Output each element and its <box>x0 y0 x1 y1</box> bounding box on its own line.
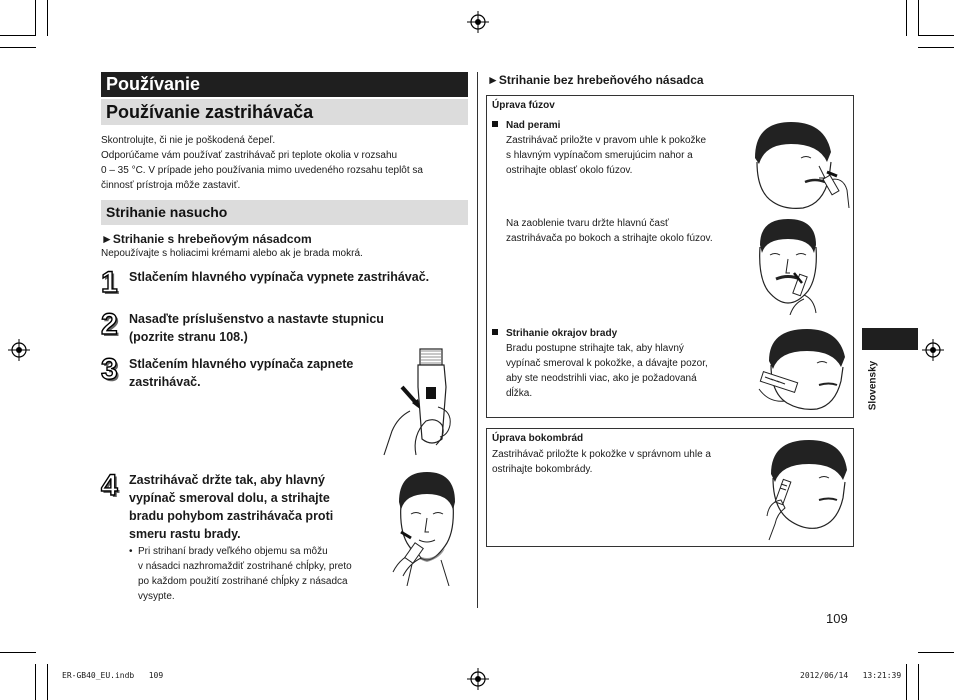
step-number: 1 <box>101 266 118 299</box>
registration-mark-right <box>922 339 944 361</box>
mustache-item2-title <box>492 326 742 341</box>
item-line: s hlavným vypínačom smerujúcim nahor a <box>506 150 693 161</box>
section-bar <box>101 99 468 125</box>
item-title: Strihanie okrajov brady <box>506 328 618 339</box>
item-title: Nad perami <box>506 120 561 131</box>
intro-line: Odporúčame vám používať zastrihávač pri teplote okolia v rozsahu <box>101 150 398 161</box>
sideburn-line: Zastrihávač priložte k pokožke v správnom uhle a <box>492 449 711 460</box>
registration-mark-top <box>467 11 489 33</box>
subsection-title: Strihanie nasucho <box>106 204 228 220</box>
with-comb-note: Nepoužívajte s holiacimi krémami alebo ak je brada mokrá. <box>101 248 363 259</box>
footer-file: ER-GB40_EU.indb 109 <box>62 671 164 680</box>
item-line: Bradu postupne strihajte tak, aby hlavný <box>506 343 684 354</box>
item-line: aby ste neodstrihli viac, ako je požadovaná <box>506 373 697 384</box>
step-line: smeru rastu brady. <box>129 527 241 541</box>
bullet-mark: • <box>129 546 133 557</box>
item-line: Zastrihávač priložte v pravom uhle k pokožke <box>506 135 707 146</box>
item-line: ostrihajte oblasť okolo fúzov. <box>506 165 633 176</box>
mustache-box-title: Úprava fúzov <box>492 100 555 111</box>
intro-line: Skontrolujte, či nie je poškodená čepeľ. <box>101 135 276 146</box>
step-text <box>129 355 389 391</box>
with-comb-heading: ►Strihanie s hrebeňovým násadcom <box>101 232 312 246</box>
subsection-bar <box>101 200 468 225</box>
item-lines <box>492 341 742 401</box>
trimmer-hand-illustration <box>380 347 470 459</box>
face-beard-illustration <box>383 468 469 586</box>
intro-line: 0 – 35 °C. V prípade jeho používania mimo uvedeného rozsahu teplôt sa <box>101 165 423 176</box>
step-line: Zastrihávač držte tak, aby hlavný <box>129 473 325 487</box>
sideburn-box-title: Úprava bokombrád <box>492 433 584 444</box>
bullet-square-icon <box>492 329 498 335</box>
registration-mark-bottom <box>467 668 489 690</box>
item-line: zastrihávača po bokoch a strihajte okolo fúzov. <box>506 233 713 244</box>
face-sideburn-illustration <box>757 436 851 542</box>
bullet-line: Pri strihaní brady veľkého objemu sa môžu <box>138 546 328 557</box>
step-line: vypínač smeroval dolu, a strihajte <box>129 491 330 505</box>
mustache-item1b <box>506 216 756 246</box>
sideburn-line: ostrihajte bokombrády. <box>492 464 593 475</box>
step-text <box>129 268 469 286</box>
page-heading: Používanie <box>106 74 201 94</box>
bullet-line: v násadci nazhromaždiť zostrihané chĺpky, preto <box>138 561 352 572</box>
item-line: Na zaoblenie tvaru držte hlavnú časť <box>506 218 669 229</box>
sideburn-text <box>492 447 752 477</box>
without-comb-heading: ►Strihanie bez hrebeňového násadca <box>487 73 704 87</box>
bullet-line: po každom použití zostrihané chĺpky z násadca <box>138 576 348 587</box>
step-text <box>129 471 389 543</box>
column-divider <box>477 72 478 608</box>
item-lines <box>492 133 742 178</box>
step-line: (pozrite stranu 108.) <box>129 330 248 344</box>
step-number: 3 <box>101 353 118 386</box>
intro-text <box>101 133 471 193</box>
side-tab-label: Slovensky <box>867 360 879 411</box>
step-line: bradu pohybom zastrihávača proti <box>129 509 334 523</box>
step-number: 4 <box>101 469 118 502</box>
intro-line: činnosť prístroja môže zastaviť. <box>101 180 241 191</box>
header-bar <box>101 72 468 97</box>
section-title: Používanie zastrihávača <box>106 102 314 122</box>
face-mustache-illustration <box>745 118 851 212</box>
step-line: zastrihávač. <box>129 375 201 389</box>
bullet-square-icon <box>492 121 498 127</box>
registration-mark-left <box>8 339 30 361</box>
bullet-line: vysypte. <box>138 591 175 602</box>
item-line: vypínač smeroval k pokožke, a dávajte pozor, <box>506 358 708 369</box>
mustache-item1 <box>492 118 742 178</box>
footer-datetime: 2012/06/14 13:21:39 <box>800 671 902 680</box>
step-line: Nasaďte príslušenstvo a nastavte stupnicu <box>129 312 384 326</box>
step-number: 2 <box>101 308 118 341</box>
step4-bullet-text <box>138 544 388 604</box>
page-number: 109 <box>826 611 848 626</box>
face-beard-edge-illustration <box>757 325 853 415</box>
face-mustache-side-illustration <box>750 215 826 315</box>
item-line: dĺžka. <box>506 388 533 399</box>
mustache-item2 <box>492 326 742 401</box>
step-line: Stlačením hlavného vypínača vypnete zastrihávač. <box>129 270 430 284</box>
step-text <box>129 310 469 346</box>
mustache-item1-title <box>492 118 742 133</box>
step-line: Stlačením hlavného vypínača zapnete <box>129 357 354 371</box>
